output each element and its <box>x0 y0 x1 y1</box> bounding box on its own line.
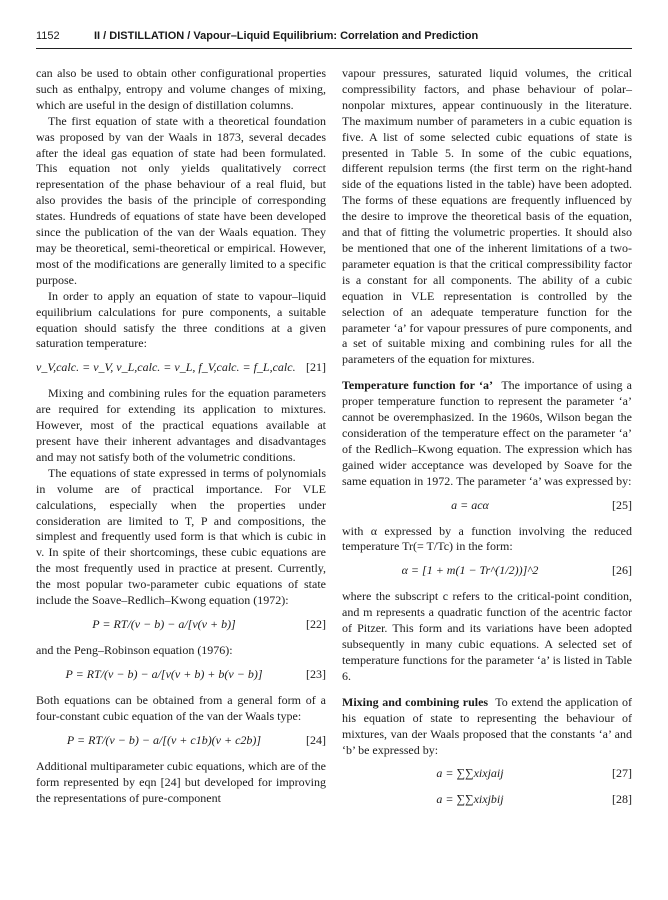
paragraph: Both equations can be obtained from a general form of a four-constant cubic equation of the van der Waals type: <box>36 692 326 723</box>
equation-number: [25] <box>612 497 632 512</box>
equation-number: [26] <box>612 563 632 578</box>
equation-body: a = ∑∑xixjaij <box>436 766 504 781</box>
running-title: II / DISTILLATION / Vapour–Liquid Equilibrium: Correlation and Prediction <box>94 30 479 42</box>
paragraph: where the subscript c refers to the critical-point condition, and m represents a quadratic function of the acentric factor of Pitzer. This form and its variations have been adopted subsequently in many cubic equations. A selected set of temperature functions for the parameter ‘a’ is listed in Table 6. <box>342 589 632 683</box>
paragraph: vapour pressures, saturated liquid volumes, the critical compressibility factors, and phase behaviour of polar–nonpolar mixtures, appear continuously in the literature. The maximum number of parameters in a cubic equation is five. A list of some selected cubic equations of state is presented in Table 5. In some of the cubic equations, different repulsion terms (the first term on the right-hand side of the equations listed in the table) have been adopted. The forms of these equations are frequently influenced by the desire to improve the theoretical basis of the equation, and that of fitting the volumetric properties. It should also be mentioned that one of the inherent limitations of a two-parameter equation is that the critical compressibility factor is a constant for all components. The ability of a cubic equation in VLE representation is controlled by the selection of an adequate temperature function for the parameter ‘a’ for vapour pressures of pure components, and a set of suitable mixing and combining rules for all the parameters of the equation for mixtures. <box>342 66 632 367</box>
equation-body: α = [1 + m(1 − Tr^(1/2))]^2 <box>401 563 539 578</box>
section-heading: Mixing and combining rules <box>342 694 489 709</box>
paragraph: Temperature function for ‘a’ The importance of using a proper temperature function to represent the parameter ‘a’ cannot be overemphasized. In the 1960s, Wilson began the consideration of the temperature effect on the parameter ‘a’ of the Redlich–Kwong equation. The expression which has gained wider acceptance was developed by Soave for the same equation in 1972. The parameter ‘a’ was expressed by: <box>342 378 632 488</box>
equation-26 <box>342 563 632 581</box>
equation-body: P = RT/(v − b) − a/[(v + c1b)(v + c2b)] <box>66 732 262 747</box>
equation-number: [24] <box>306 732 326 747</box>
paragraph: Mixing and combining rules for the equation parameters are required for extending its application to mixtures. However, most of the practical equations available at present have their inherent advantages and disadvantages and may not satisfy both of the volumetric conditions. <box>36 386 326 464</box>
paragraph: and the Peng–Robinson equation (1976): <box>36 643 233 657</box>
equation-21 <box>36 360 326 378</box>
equation-27 <box>342 766 632 784</box>
paragraph: can also be used to obtain other configurational properties such as enthalpy, entropy and volume changes of mixing, which are useful in the design of distillation columns. <box>36 66 326 112</box>
paragraph: Mixing and combining rules To extend the application of his equation of state to representing the behaviour of mixtures, van der Waals proposed that the constants ‘a’ and ‘b’ be expressed by: <box>342 694 633 757</box>
equation-22 <box>36 617 326 635</box>
equation-number: [27] <box>612 766 632 781</box>
right-column <box>342 66 632 818</box>
equation-28 <box>342 792 632 810</box>
paragraph: with α expressed by a function involving the reduced temperature Tr(= T/Tc) in the form: <box>342 523 632 554</box>
equation-24 <box>36 733 326 751</box>
paragraph: Additional multiparameter cubic equations, which are of the form represented by eqn [24] but developed for improving the representations of pure-component <box>36 758 326 805</box>
equation-body: P = RT/(v − b) − a/[v(v + b)] <box>92 617 236 631</box>
paragraph: In order to apply an equation of state to vapour–liquid equilibrium calculations for pure components, a suitable equation should satisfy the three conditions at a given saturation temperature: <box>36 288 326 351</box>
equation-number: [28] <box>612 792 632 807</box>
equation-body: v_V,calc. = v_V, v_L,calc. = v_L, f_V,calc. = f_L,calc. <box>36 360 296 375</box>
section-heading: Temperature function for ‘a’ <box>342 378 493 393</box>
running-header <box>36 26 632 49</box>
page-number: 1152 <box>36 30 60 42</box>
left-column <box>36 66 326 806</box>
equation-body: a = ∑∑xixjbij <box>436 792 504 807</box>
equation-23 <box>36 667 326 685</box>
paragraph: The equations of state expressed in terms of polynomials in volume are of practical importance. For VLE calculations, especially when the properties under consideration are limited to T, P and compositions, the simplest and frequently used form is that which is cubic in v. In spite of their shortcomings, these cubic equations are the most frequently used in practice at present. Currently, the most popular two-parameter cubic equations of state include the Soave–Redlich–Kwong equation (1972): <box>36 465 326 608</box>
equation-number: [22] <box>306 617 326 631</box>
paragraph: The first equation of state with a theoretical foundation was proposed by van der Waals in 1873, several decades after the ideal gas equation of state had been formulated. This equation not only yields qualitatively correct representation of the phase behaviour of a real fluid, but also provides the basis of the principle of corresponding states. Hundreds of equations of state have been developed since the publication of the van der Waals equation. They may be theoretical, semi-theoretical or empirical. However, most of the modifications are generally limited to a specific purpose. <box>36 113 326 287</box>
equation-body: P = RT/(v − b) − a/[v(v + b) + b(v − b)] <box>65 666 263 681</box>
equation-body: a = acα <box>451 497 489 512</box>
equation-number: [21] <box>306 360 326 375</box>
equation-25 <box>342 498 632 516</box>
equation-number: [23] <box>306 666 326 681</box>
